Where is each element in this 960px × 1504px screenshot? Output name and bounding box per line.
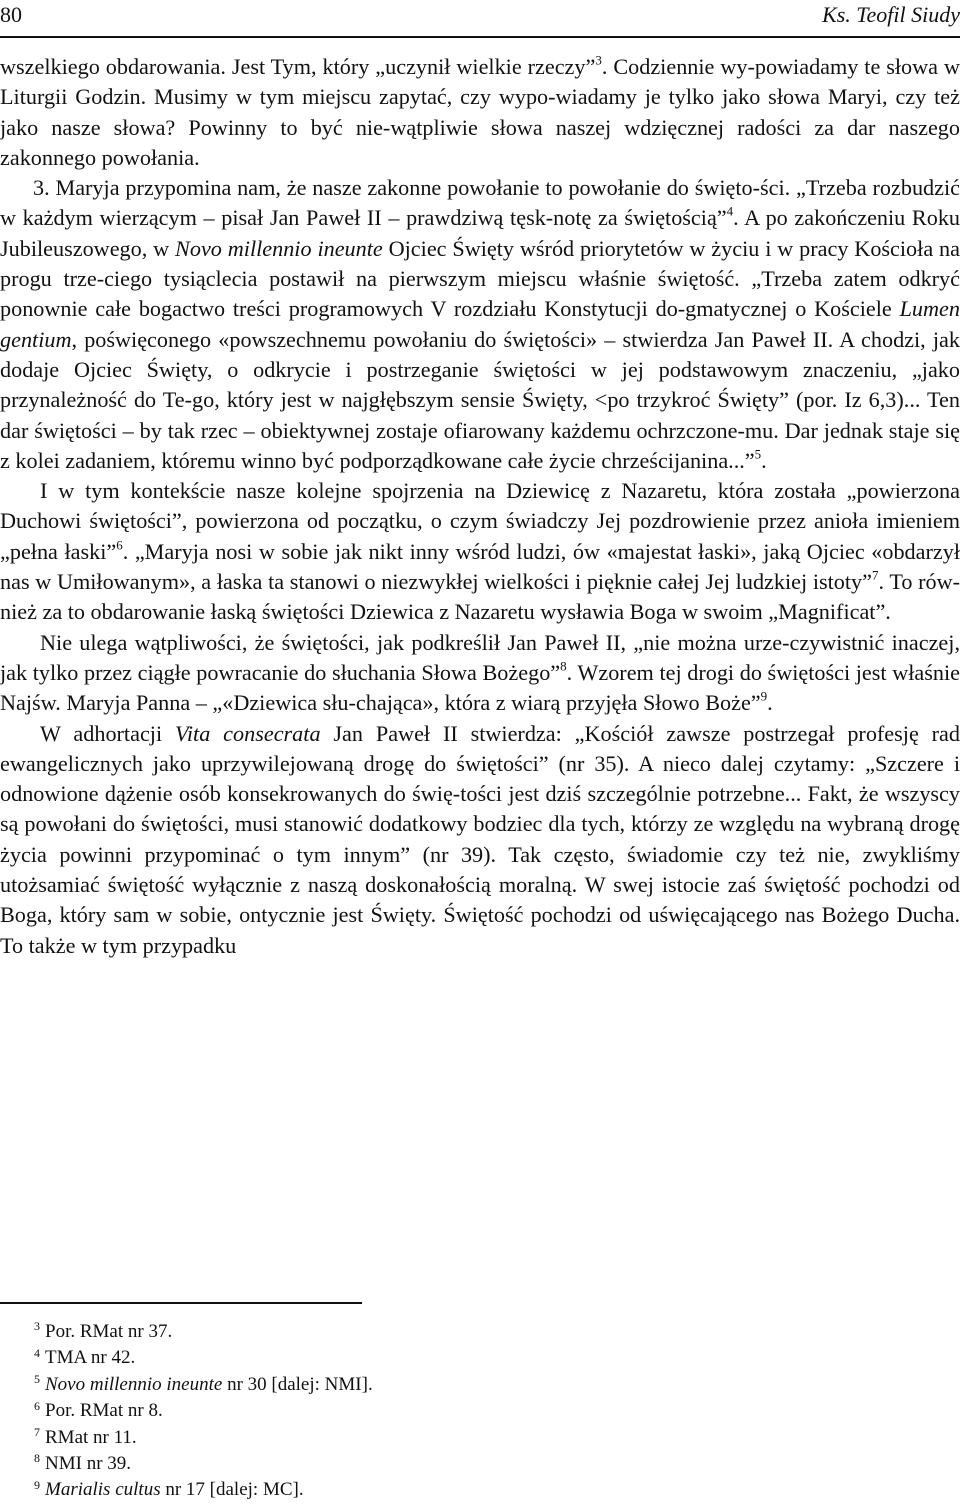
running-head: Ks. Teofil Siudy — [822, 2, 960, 27]
paragraph-2-text-4: , poświęconego «powszechnemu powołaniu do świętości» – stwierdza Jan Paweł II. A chodzi, jak dodaje Ojciec Święty, o odkrycie i postrzeganie świętości w jej podstawowym znaczeniu, „jako przynależność do Te-go, który jest w najgłębszym sensie Święty, <po trzykroć Święty” (por. Iz 6,3)... Ten dar świętości – by tak rzec – obiektywnej zostaje ofiarowany każdemu ochrzczone-mu. Dar jednak staje się z kolei zadaniem, któremu winno być podporządkowane całe życie chrześcijanina...” — [0, 326, 960, 473]
paragraph-4-text-2: . Wzorem tej drogi do świętości jest właśnie Najśw. Maryja Panna – „«Dziewica słu-chająca», która z wiarą przyjęła Słowo Boże” — [0, 659, 960, 716]
footnote-number: 9 — [34, 1477, 40, 1492]
footnote-number: 6 — [34, 1398, 40, 1413]
paragraph-5-italic-1: Vita consecrata — [174, 720, 321, 746]
footnote-text: nr 30 [dalej: NMI]. — [222, 1373, 373, 1395]
footnote-ref-8[interactable]: 8 — [560, 658, 567, 674]
paragraph-2-text-5: . — [761, 447, 767, 473]
paragraph-4-text-3: . — [767, 690, 773, 716]
footnote-text: nr 17 [dalej: MC]. — [160, 1479, 304, 1501]
footnote-4 — [34, 1345, 934, 1371]
body-text — [0, 52, 960, 961]
footnote-text: NMI nr 39. — [45, 1453, 132, 1475]
footnote-8 — [34, 1451, 934, 1477]
paragraph-3 — [0, 476, 960, 627]
footnote-5 — [34, 1372, 934, 1398]
footnote-6 — [34, 1398, 934, 1424]
footnote-text: Por. RMat nr 37. — [45, 1321, 173, 1342]
footnote-7 — [34, 1425, 934, 1451]
footnote-italic: Novo millennio ineunte — [45, 1373, 223, 1395]
paragraph-5-text-2: Jan Paweł II stwierdza: „Kościół zawsze postrzegał profesję rad ewangelicznych jako uprzywilejowaną drogę do świętości” (nr 35). A nieco dalej czytamy: „Szczere i odnowione dążenie osób konsekrowanych do świę-tości jest dziś szczególnie potrzebne... Fakt, że wszyscy są powołani do świętości, musi stanowić dodatkowy bodziec dla tych, którzy ze względu na wybraną drogę życia powinni przypominać o tym innym” (nr 39). Tak często, świadomie czy też nie, zwykliśmy utożsamiać świętość wyłącznie z naszą doskonałością moralną. W swej istocie zaś świętość pochodzi od Boga, który sam w sobie, ontycznie jest Święty. Świętość pochodzi od uświęcającego nas Bożego Ducha. To także w tym przypadku — [0, 720, 960, 958]
footnote-ref-9[interactable]: 9 — [760, 688, 768, 704]
footnotes — [34, 1319, 934, 1504]
footnote-3 — [34, 1319, 934, 1345]
footnote-ref-7[interactable]: 7 — [872, 567, 879, 583]
paragraph-3-text-2: . „Maryja nosi w sobie jak nikt inny wśród ludzi, ów «majestat łaski», jaką Ojciec «obdarzył nas w Umiłowanym», a łaska ta stanowi o niezwykłej wielkości i pięknie całej Jej ludzkiej istoty” — [0, 538, 960, 595]
footnote-ref-3[interactable]: 3 — [595, 52, 602, 68]
footnote-italic: Marialis cultus — [45, 1479, 161, 1501]
paragraph-1 — [0, 52, 960, 173]
paragraph-2-text-3: Ojciec Święty wśród priorytetów w życiu i w pracy Kościoła na progu trze-ciego tysiąclecia postawił na pierwszym miejscu właśnie świętość. „Trzeba zatem odkryć ponownie całe bogactwo treści programowych V rozdziału Konstytucji do-gmatycznej o Kościele — [0, 235, 960, 322]
footnote-ref-6[interactable]: 6 — [116, 537, 123, 552]
footnote-text: RMat nr 11. — [45, 1426, 137, 1448]
footnote-number: 8 — [34, 1451, 40, 1466]
paragraph-4 — [0, 628, 960, 719]
paragraph-2-italic-2: Lumen gentium — [0, 296, 960, 352]
footnote-number: 5 — [34, 1372, 40, 1387]
paragraph-5-text-1: W adhortacji — [40, 720, 175, 746]
footnote-ref-5[interactable]: 5 — [754, 446, 762, 462]
paragraph-3-text-3: . To rów-nież za to obdarowanie łaską świętości Dziewica z Nazaretu wysławia Boga w swoim „Magnificat”. — [0, 569, 960, 625]
paragraph-2-italic-1: Novo millennio ineunte — [175, 235, 383, 261]
footnote-number: 7 — [34, 1425, 40, 1440]
page-header — [0, 0, 960, 40]
paragraph-3-text-1: I w tym kontekście nasze kolejne spojrzenia na Dziewicę z Nazaretu, która została „powierzona Duchowi świętości”, powierzona od początku, o czym świadczy Jej pozdrowienie przez anioła imieniem „pełna łaski” — [0, 478, 960, 564]
footnote-9 — [34, 1477, 934, 1503]
footnote-separator — [0, 1302, 362, 1304]
paragraph-2-text-1: 3. Maryja przypomina nam, że nasze zakonne powołanie to powołanie do święto-ści. „Trzeba rozbudzić w każdym wierzącym – pisał Jan Paweł II – prawdziwą tęsk-notę za świętością” — [0, 175, 960, 231]
footnote-text: TMA nr 42. — [45, 1347, 136, 1369]
paragraph-4-text-1: Nie ulega wątpliwości, że świętości, jak podkreślił Jan Paweł II, „nie można urze-czywistnić inaczej, jak tylko przez ciągłe powracanie do słuchania Słowa Bożego” — [0, 629, 960, 685]
footnote-number: 4 — [34, 1345, 40, 1360]
paragraph-1-text-1: wszelkiego obdarowania. Jest Tym, który „uczynił wielkie rzeczy” — [0, 54, 596, 79]
footnote-number: 3 — [34, 1319, 40, 1334]
page-number: 80 — [0, 2, 22, 27]
footnote-text: Por. RMat nr 8. — [45, 1400, 163, 1422]
paragraph-5 — [0, 719, 960, 961]
header-rule — [0, 36, 960, 38]
paragraph-2 — [0, 173, 960, 476]
footnote-ref-4[interactable]: 4 — [726, 203, 734, 219]
paragraph-1-text-2: . Codziennie wy-powiadamy te słowa w Liturgii Godzin. Musimy w tym miejscu zapytać, czy wypo-wiadamy je tylko jako słowa Maryi, czy też jako nasze słowa? Powinny to być nie-wątpliwie słowa naszej wdzięcznej radości za dar naszego zakonnego powołania. — [0, 54, 960, 170]
paragraph-2-text-2: . A po zakończeniu Roku Jubileuszowego, w — [0, 205, 960, 261]
